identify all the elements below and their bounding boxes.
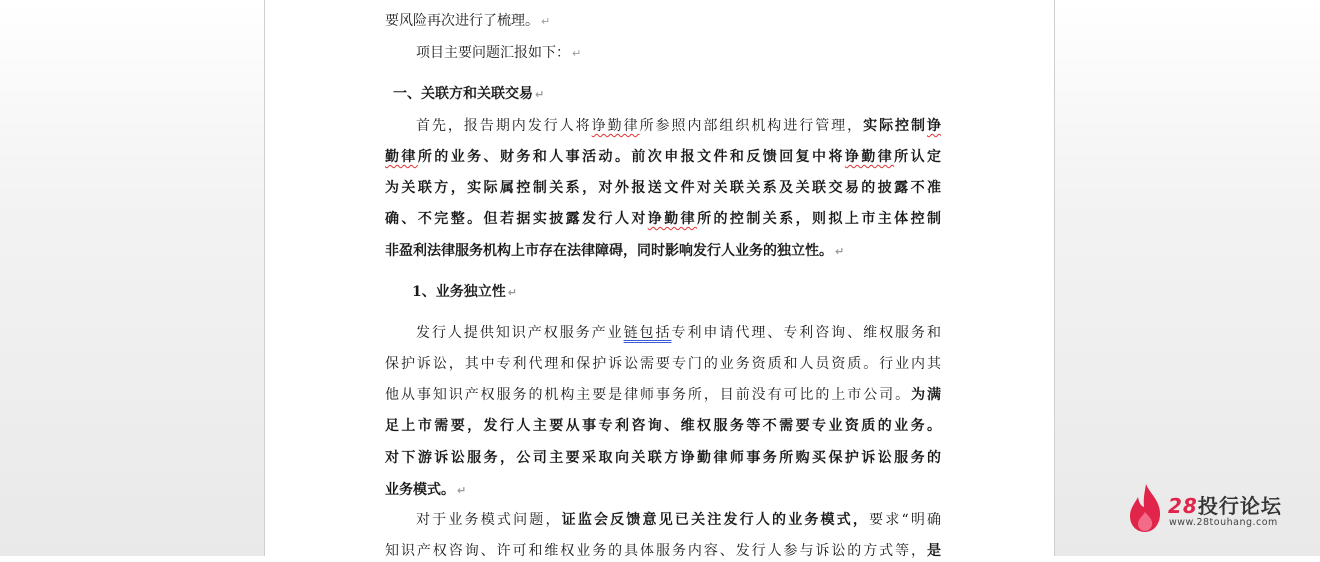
- flame-icon: [1126, 482, 1166, 534]
- paragraph-mark-icon: ↵: [835, 245, 845, 258]
- text-line: 保护诉讼，其中专利代理和保护诉讼需要专门的业务资质和人员资质。行业内其: [385, 356, 941, 372]
- section-heading: 一、关联方和关联交易 ↵: [393, 86, 545, 102]
- logo-url: www.28touhang.com: [1169, 517, 1278, 528]
- paragraph-mark-icon: ↵: [507, 286, 517, 299]
- text-line: 勤律所的业务、财务和人事活动。前次申报文件和反馈回复中将诤勤律所认定: [385, 149, 942, 165]
- text-line: 对下游诉讼服务，公司主要采取向关联方诤勤律师事务所购买保护诉讼服务的: [385, 450, 941, 466]
- text-line: 项目主要问题汇报如下： ↵: [416, 45, 582, 61]
- logo-title: [1168, 490, 1282, 519]
- text-line: 首先，报告期内发行人将诤勤律所参照内部组织机构进行管理，实际控制诤: [416, 118, 941, 134]
- document-page: [264, 0, 1055, 559]
- text-line: 发行人提供知识产权服务产业链包括专利申请代理、专利咨询、维权服务和: [416, 325, 941, 341]
- text-line: 足上市需要，发行人主要从事专利咨询、维权服务等不需要专业资质的业务。: [385, 418, 941, 434]
- forum-logo: [1126, 480, 1301, 536]
- text-line: 他从事知识产权服务的机构主要是律师事务所，目前没有可比的上市公司。为满: [385, 387, 942, 403]
- paragraph-mark-icon: ↵: [541, 15, 551, 28]
- paragraph-mark-icon: ↵: [457, 484, 467, 497]
- logo-number: 28: [1168, 494, 1198, 518]
- text-line: 要风险再次进行了梳理。 ↵: [385, 13, 551, 29]
- text-line: 为关联方，实际属控制关系，对外报送文件对关联关系及关联交易的披露不准: [385, 180, 941, 196]
- paragraph-mark-icon: ↵: [572, 47, 582, 60]
- paragraph-mark-icon: ↵: [535, 88, 545, 101]
- text-line: 知识产权咨询、许可和维权业务的具体服务内容、发行人参与诉讼的方式等，是: [385, 543, 941, 559]
- text-line: 对于业务模式问题，证监会反馈意见已关注发行人的业务模式，要求“明确: [416, 512, 941, 528]
- subsection-heading: 1、业务独立性 ↵: [412, 284, 517, 300]
- text-line: 非盈利法律服务机构上市存在法律障碍，同时影响发行人业务的独立性。 ↵: [385, 243, 845, 259]
- text-line: 业务模式。 ↵: [385, 482, 467, 498]
- logo-name: 投行论坛: [1197, 494, 1282, 518]
- text-line: 确、不完整。但若据实披露发行人对诤勤律所的控制关系，则拟上市主体控制: [385, 211, 942, 227]
